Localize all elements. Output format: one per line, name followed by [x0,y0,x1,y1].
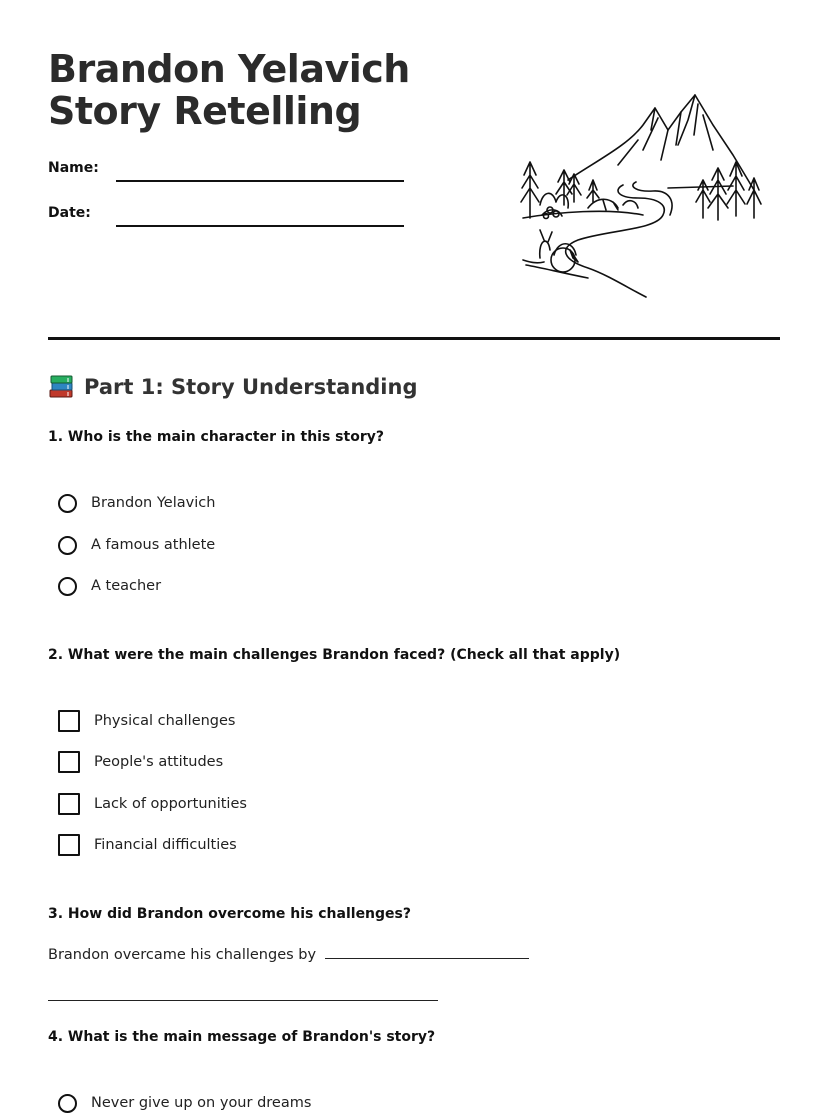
q3-answer-line-1 [48,944,529,963]
radio-button[interactable] [58,536,77,555]
date-blank-line[interactable] [116,225,404,227]
part1-heading-text: Part 1: Story Understanding [84,375,418,399]
q1-option-1[interactable] [58,491,215,515]
option-label: A famous athlete [91,537,216,553]
q4-option-1[interactable] [58,1091,311,1115]
option-label: Lack of opportunities [94,796,247,812]
radio-button[interactable] [58,1094,77,1113]
checkbox[interactable] [58,793,80,815]
part1-heading [48,374,417,400]
question-2: 2. What were the main challenges Brandon faced? (Check all that apply) [48,647,621,663]
q2-option-3[interactable] [58,792,247,816]
q2-option-2[interactable] [58,750,223,774]
q3-blank-2[interactable] [48,986,438,1001]
mountain-landscape-illustration [518,90,768,302]
option-label: People's attitudes [94,754,224,770]
q2-option-1[interactable] [58,709,236,733]
q1-option-3[interactable] [58,574,161,598]
option-label: A teacher [91,578,162,594]
radio-button[interactable] [58,577,77,596]
option-label: Never give up on your dreams [91,1095,312,1111]
name-field [48,160,408,184]
q1-option-2[interactable] [58,533,215,557]
name-blank-line[interactable] [116,180,404,182]
q3-blank[interactable] [325,944,529,959]
radio-button[interactable] [58,494,77,513]
checkbox[interactable] [58,710,80,732]
q3-answer-line-2 [48,986,438,1005]
date-label: Date: [48,205,91,221]
name-label: Name: [48,160,99,176]
books-icon [48,374,76,400]
question-4: 4. What is the main message of Brandon's story? [48,1029,436,1045]
option-label: Brandon Yelavich [91,495,216,511]
option-label: Physical challenges [94,713,236,729]
question-3: 3. How did Brandon overcome his challenges? [48,906,411,922]
checkbox[interactable] [58,751,80,773]
q2-option-4[interactable] [58,833,237,857]
question-1: 1. Who is the main character in this story? [48,429,384,445]
header-divider [48,337,780,340]
worksheet-title: Brandon Yelavich Story Retelling [48,47,410,133]
date-field [48,205,408,229]
q3-prompt: Brandon overcame his challenges by [48,947,317,963]
checkbox[interactable] [58,834,80,856]
option-label: Financial difficulties [94,837,237,853]
